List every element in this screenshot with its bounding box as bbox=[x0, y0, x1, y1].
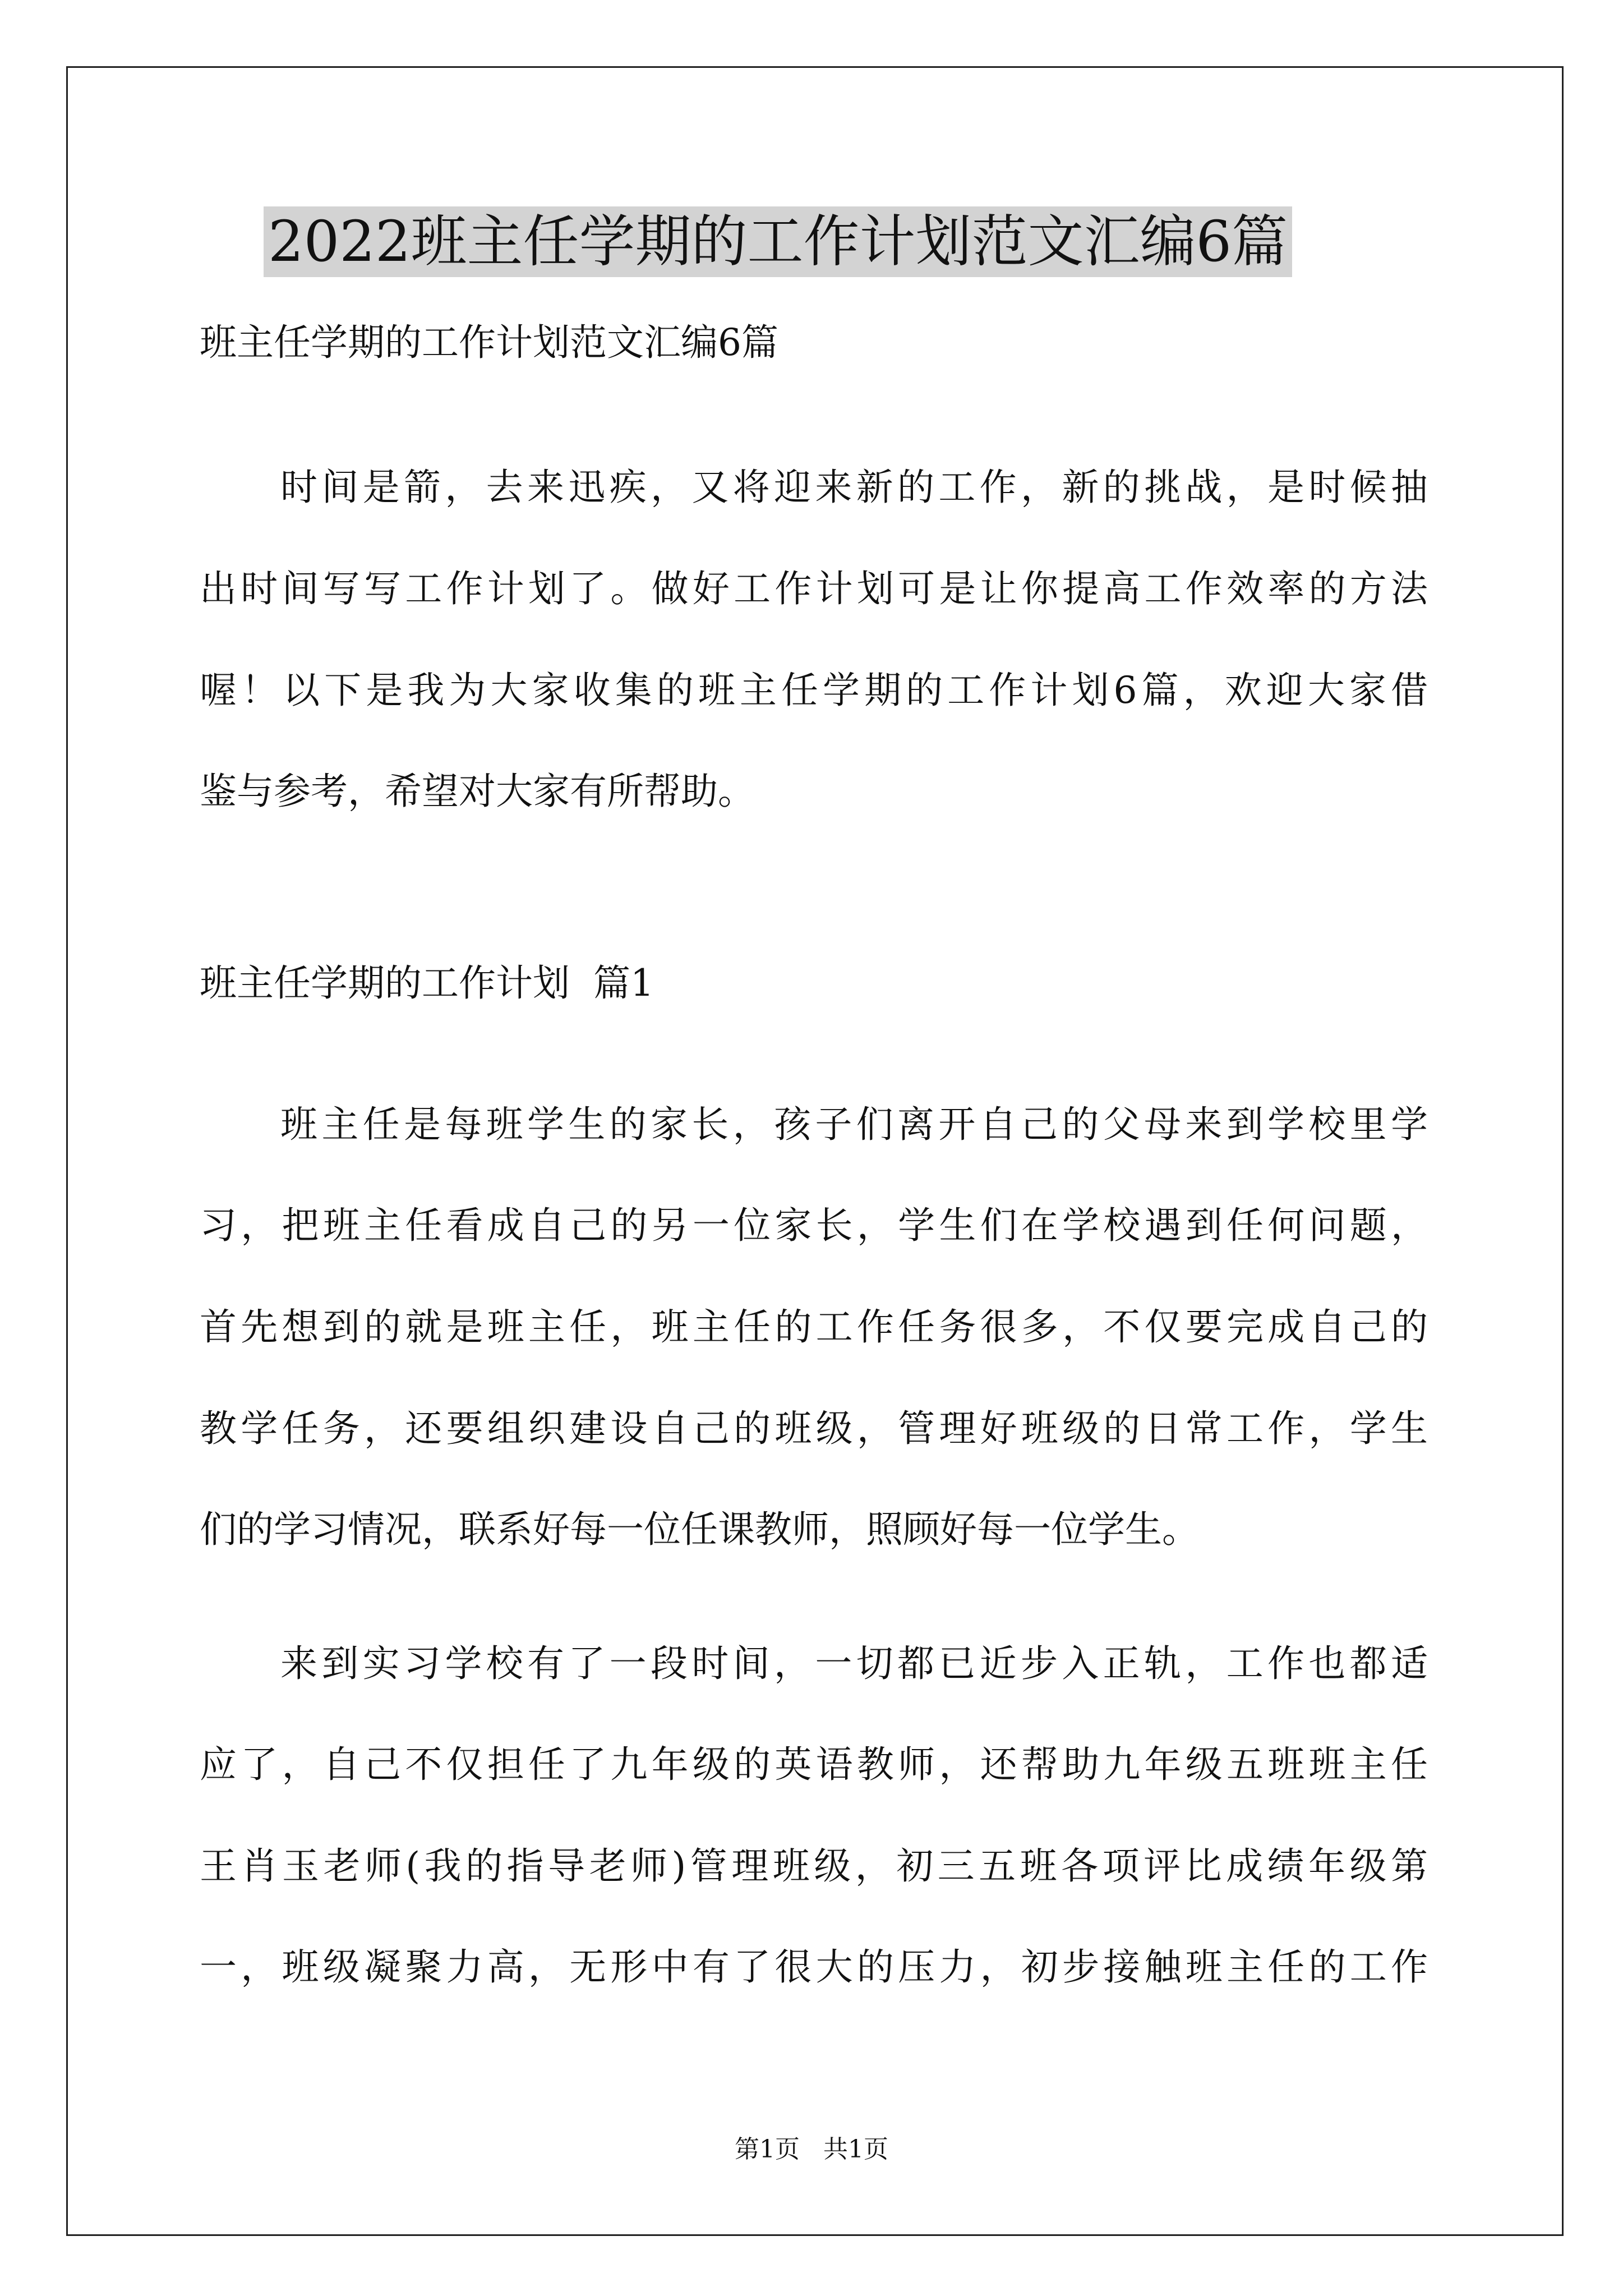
intro-line: 出时间写写工作计划了。做好工作计划可是让你提高工作效率的方法 bbox=[200, 567, 1428, 610]
paragraph-line: 教学任务，还要组织建设自己的班级，管理好班级的日常工作，学生 bbox=[200, 1407, 1428, 1450]
document-title: 2022班主任学期的工作计划范文汇编6篇 bbox=[264, 206, 1292, 277]
paragraph-line: 一，班级凝聚力高，无形中有了很大的压力，初步接触班主任的工作 bbox=[200, 1945, 1428, 1989]
intro-line: 时间是箭，去来迅疾，又将迎来新的工作，新的挑战，是时候抽 bbox=[280, 466, 1428, 509]
paragraph-line: 班主任是每班学生的家长，孩子们离开自己的父母来到学校里学 bbox=[280, 1103, 1428, 1146]
intro-line: 喔！以下是我为大家收集的班主任学期的工作计划6篇，欢迎大家借 bbox=[200, 669, 1428, 712]
paragraph-line: 首先想到的就是班主任，班主任的工作任务很多，不仅要完成自己的 bbox=[200, 1305, 1428, 1349]
paragraph-line: 应了，自己不仅担任了九年级的英语教师，还帮助九年级五班班主任 bbox=[200, 1743, 1428, 1786]
document-subtitle: 班主任学期的工作计划范文汇编6篇 bbox=[200, 321, 778, 364]
section-heading: 班主任学期的工作计划 篇1 bbox=[200, 961, 654, 1005]
page-frame bbox=[66, 66, 1564, 2236]
intro-line: 鉴与参考，希望对大家有所帮助。 bbox=[200, 770, 755, 813]
paragraph-line: 习，把班主任看成自己的另一位家长，学生们在学校遇到任何问题， bbox=[200, 1204, 1428, 1247]
paragraph-line: 们的学习情况，联系好每一位任课教师，照顾好每一位学生。 bbox=[200, 1508, 1199, 1551]
paragraph-line: 王肖玉老师(我的指导老师)管理班级，初三五班各项评比成绩年级第 bbox=[200, 1844, 1428, 1888]
paragraph-line: 来到实习学校有了一段时间，一切都已近步入正轨，工作也都适 bbox=[280, 1642, 1428, 1685]
page-number: 第1页 共1页 bbox=[735, 2135, 888, 2164]
